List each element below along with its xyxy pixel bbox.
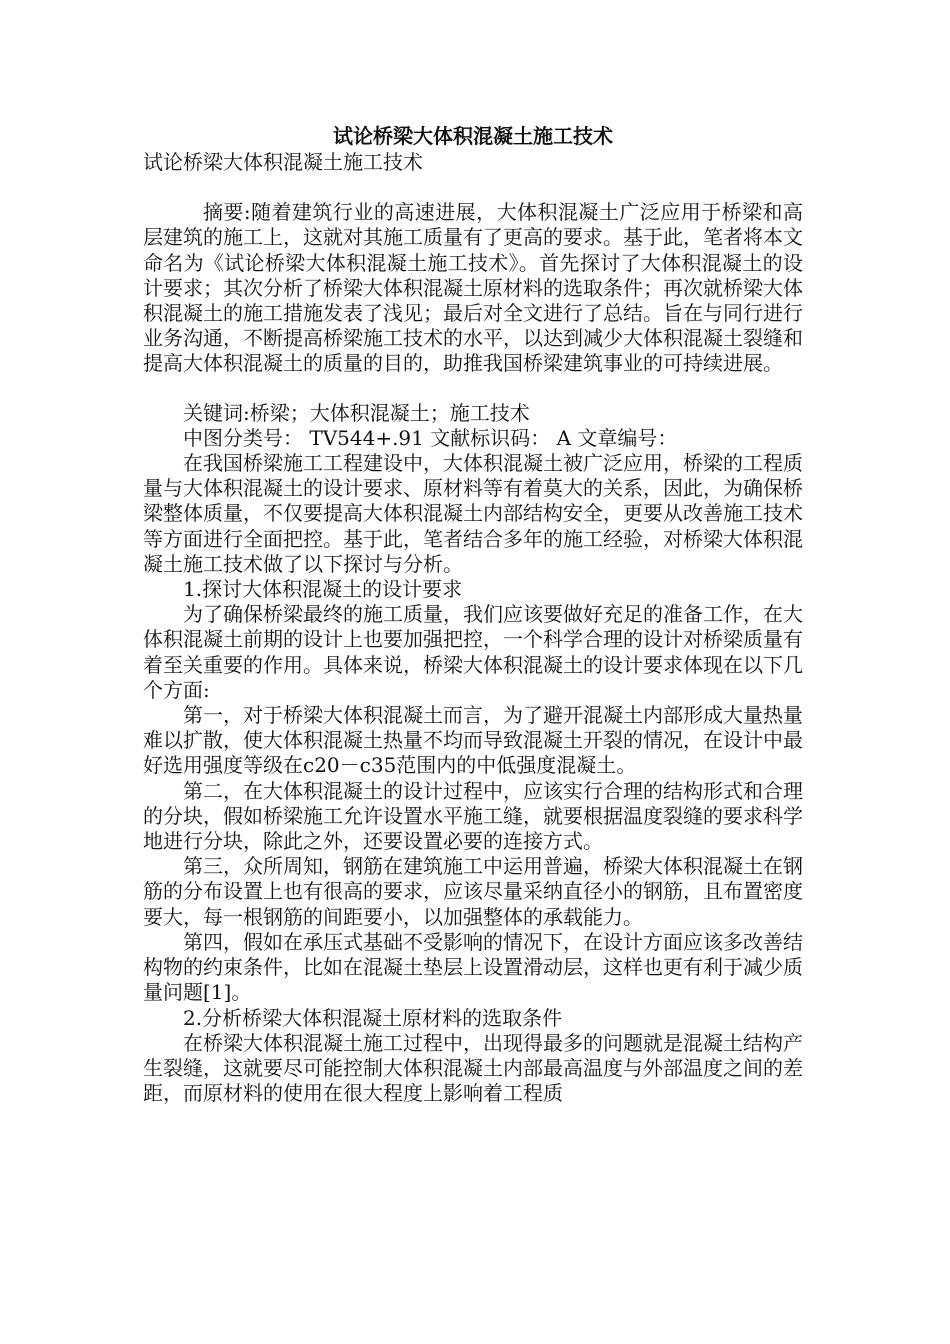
abstract-paragraph: 摘要:随着建筑行业的高速进展，大体积混凝土广泛应用于桥梁和高层建筑的施工上，这就对其施工质量有了更高的要求。基于此，笔者将本文命名为《试论桥梁大体积混凝土施工技术》。首先探讨了大体积混凝土的设计要求；其次分析了桥梁大体积混凝土原材料的选取条件；再次就桥梁大体积混凝土的施工措施发表了浅见；最后对全文进行了总结。旨在与同行进行业务沟通，不断提高桥梁施工技术的水平，以达到减少大体积混凝土裂缝和提高大体积混凝土的质量的目的，助推我国桥梁建筑事业的可持续进展。 xyxy=(143,200,803,376)
classification-line: 中图分类号： TV544+.91 文献标识码： A 文章编号： xyxy=(183,425,678,450)
spacer xyxy=(143,377,803,401)
section-2-intro-paragraph: 在桥梁大体积混凝土施工过程中，出现得最多的问题就是混凝土结构产生裂缝，这就要尽可能控制大体积混凝土内部最高温度与外部温度之间的差距，而原材料的使用在很大程度上影响着工程质 xyxy=(143,1030,803,1106)
point-2-paragraph: 第二，在大体积混凝土的设计过程中，应该实行合理的结构形式和合理的分块，假如桥梁施工允许设置水平施工缝，就要根据温度裂缝的要求科学地进行分块，除此之外，还要设置必要的连接方式。 xyxy=(143,778,803,854)
document-subtitle: 试论桥梁大体积混凝土施工技术 xyxy=(143,150,423,174)
intro-paragraph: 在我国桥梁施工工程建设中，大体积混凝土被广泛应用，桥梁的工程质量与大体积混凝土的设计要求、原材料等有着莫大的关系，因此，为确保桥梁整体质量，不仅要提高大体积混凝土内部结构安全，更要从改善施工技术等方面进行全面把控。基于此，笔者结合多年的施工经验，对桥梁大体积混凝土施工技术做了以下探讨与分析。 xyxy=(143,451,803,576)
point-3-paragraph: 第三，众所周知，钢筋在建筑施工中运用普遍，桥梁大体积混凝土在钢筋的分布设置上也有很高的要求，应该尽量采纳直径小的钢筋，且布置密度要大，每一根钢筋的间距要小，以加强整体的承载能力。 xyxy=(143,854,803,929)
point-4-paragraph: 第四，假如在承压式基础不受影响的情况下，在设计方面应该多改善结构物的约束条件，比如在混凝土垫层上设置滑动层，这样也更有利于减少质量问题[1]。 xyxy=(143,929,803,1005)
section-2-heading: 2.分析桥梁大体积混凝土原材料的选取条件 xyxy=(183,1005,563,1030)
section-1-intro-paragraph: 为了确保桥梁最终的施工质量，我们应该要做好充足的准备工作，在大体积混凝土前期的设计上也要加强把控，一个科学合理的设计对桥梁质量有着至关重要的作用。具体来说，桥梁大体积混凝土的设计要求体现在以下几个方面: xyxy=(143,602,803,702)
spacer xyxy=(143,175,803,200)
document-title: 试论桥梁大体积混凝土施工技术 xyxy=(333,124,613,148)
section-1-heading: 1.探讨大体积混凝土的设计要求 xyxy=(183,577,463,602)
document-body xyxy=(143,122,803,1106)
keywords-line: 关键词:桥梁；大体积混凝土；施工技术 xyxy=(183,400,530,425)
point-1-paragraph: 第一，对于桥梁大体积混凝土而言，为了避开混凝土内部形成大量热量难以扩散，使大体积混凝土热量不均而导致混凝土开裂的情况，在设计中最好选用强度等级在c20－c35范围内的中低强度混凝土。 xyxy=(143,703,803,778)
